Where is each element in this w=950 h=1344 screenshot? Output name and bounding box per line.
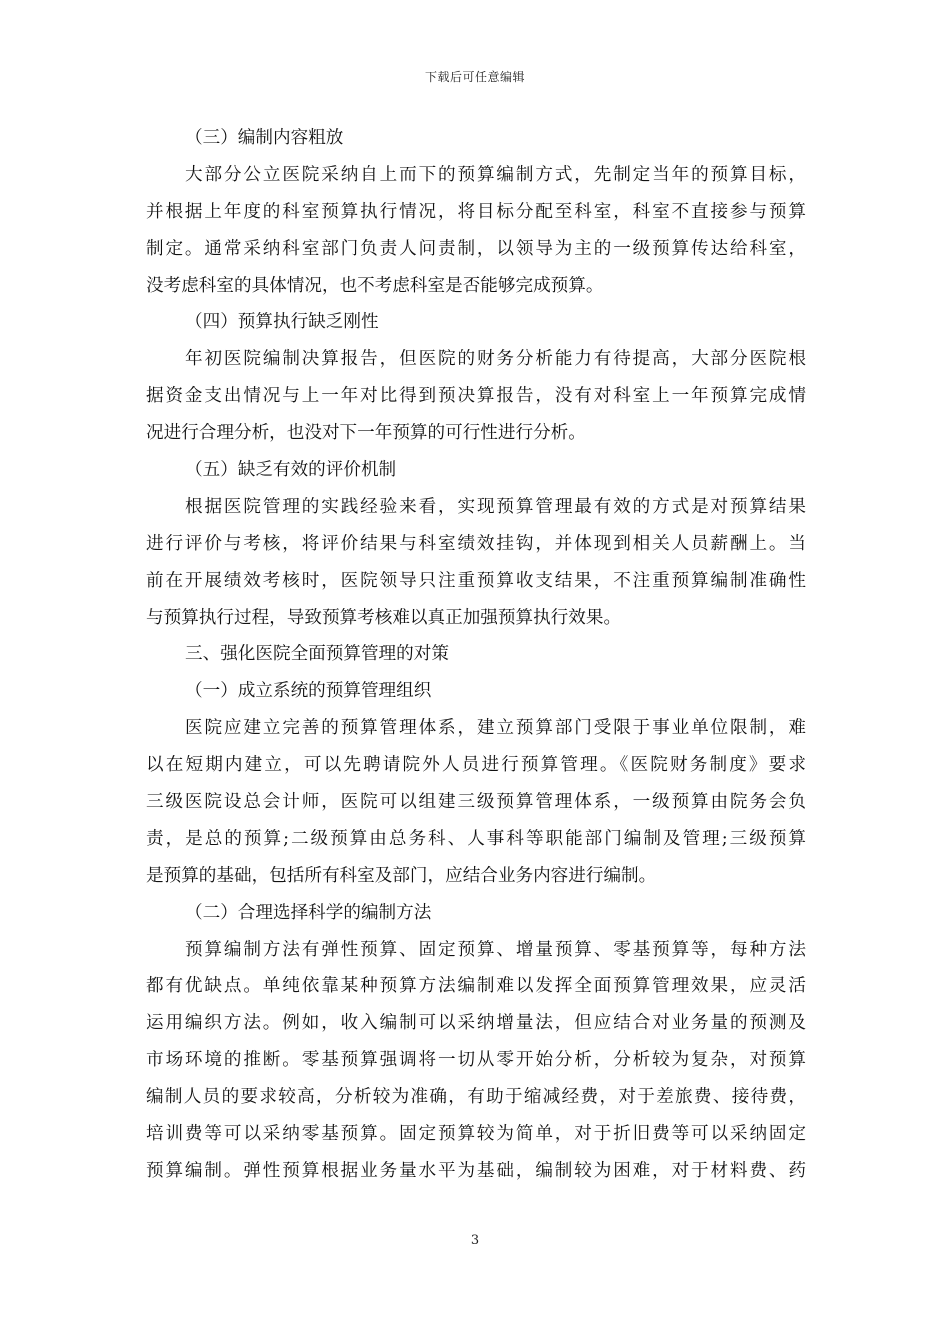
text-line: 培训费等可以采纳零基预算。固定预算较为简单，对于折旧费等可以采纳固定 <box>146 1124 806 1145</box>
text-line: 都有优缺点。单纯依靠某种预算方法编制难以发挥全面预算管理效果，应灵活 <box>146 976 806 997</box>
text-line: 以在短期内建立，可以先聘请院外人员进行预算管理。《医院财务制度》要求 <box>146 755 806 776</box>
text-line: （二）合理选择科学的编制方法 <box>185 902 432 923</box>
text-line: 市场环境的推断。零基预算强调将一切从零开始分析，分析较为复杂，对预算 <box>146 1050 806 1071</box>
page-number: 3 <box>470 1233 480 1248</box>
text-line: （三）编制内容粗放 <box>185 128 344 148</box>
text-line: 与预算执行过程，导致预算考核难以真正加强预算执行效果。 <box>146 607 622 628</box>
text-line: 三、强化医院全面预算管理的对策 <box>185 644 449 665</box>
text-line: 年初医院编制决算报告，但医院的财务分析能力有待提高，大部分医院根 <box>185 349 806 370</box>
text-line: 编制人员的要求较高，分析较为准确，有助于缩减经费，对于差旅费、接待费， <box>146 1087 806 1108</box>
text-line: 责，是总的预算;二级预算由总务科、人事科等职能部门编制及管理;三级预算 <box>146 828 806 849</box>
text-line: （一）成立系统的预算管理组织 <box>185 681 432 702</box>
text-line: 三级医院设总会计师，医院可以组建三级预算管理体系，一级预算由院务会负 <box>146 792 806 813</box>
page-header: 下载后可任意编辑 <box>424 70 525 84</box>
text-line: 大部分公立医院采纳自上而下的预算编制方式，先制定当年的预算目标， <box>185 164 806 185</box>
text-line: 运用编织方法。例如，收入编制可以采纳增量法，但应结合对业务量的预测及 <box>146 1013 806 1034</box>
text-line: 医院应建立完善的预算管理体系，建立预算部门受限于事业单位限制，难 <box>185 718 806 739</box>
text-line: 据资金支出情况与上一年对比得到预决算报告，没有对科室上一年预算完成情 <box>146 386 806 407</box>
text-line: （五）缺乏有效的评价机制 <box>185 460 397 481</box>
text-line: 制定。通常采纳科室部门负责人问责制，以领导为主的一级预算传达给科室， <box>146 238 806 259</box>
text-line: 没考虑科室的具体情况，也不考虑科室是否能够完成预算。 <box>146 275 604 296</box>
body-text <box>146 120 806 1190</box>
text-line: 根据医院管理的实践经验来看，实现预算管理最有效的方式是对预算结果 <box>185 496 806 517</box>
text-line: 预算编制方法有弹性预算、固定预算、增量预算、零基预算等，每种方法 <box>185 939 806 960</box>
text-line: 况进行合理分析，也没对下一年预算的可行性进行分析。 <box>146 423 586 444</box>
text-line: 是预算的基础，包括所有科室及部门，应结合业务内容进行编制。 <box>146 865 657 886</box>
text-line: 进行评价与考核，将评价结果与科室绩效挂钩，并体现到相关人员薪酬上。当 <box>146 533 806 554</box>
text-line: （四）预算执行缺乏刚性 <box>185 312 379 333</box>
text-line: 并根据上年度的科室预算执行情况，将目标分配至科室，科室不直接参与预算 <box>146 201 806 222</box>
text-line: 预算编制。弹性预算根据业务量水平为基础，编制较为困难，对于材料费、药 <box>146 1160 806 1181</box>
text-line: 前在开展绩效考核时，医院领导只注重预算收支结果，不注重预算编制准确性 <box>146 570 806 591</box>
